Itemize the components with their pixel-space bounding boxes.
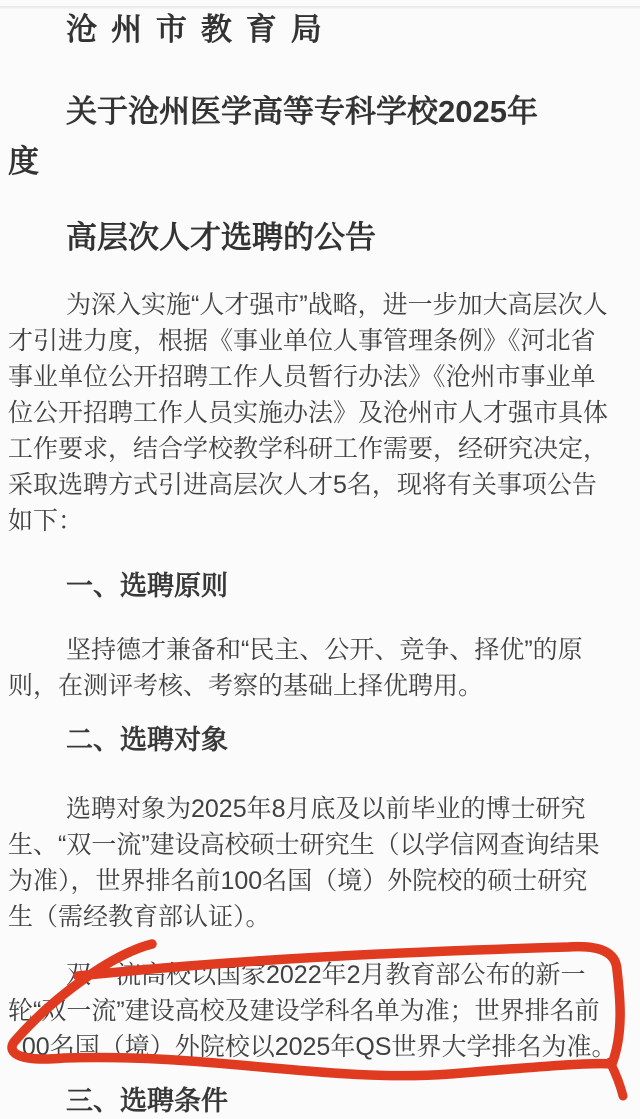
- text-line: 二、选聘对象: [66, 725, 228, 755]
- doc-title-main: [8, 87, 630, 187]
- doc-title-sub: [8, 214, 630, 262]
- heading-section-3-clipped: [8, 1083, 630, 1119]
- text-line: 坚持德才兼备和“民主、公开、竞争、择优”的原: [66, 636, 583, 664]
- text-line: 100名国（境）外院校以2025年QS世界大学排名为准。: [8, 1033, 617, 1061]
- text-line: 一、选聘原则: [66, 571, 228, 601]
- text-line: 采取选聘方式引进高层次人才5名，现将有关事项公告: [8, 471, 597, 499]
- text-line: 高层次人才选聘的公告: [66, 220, 376, 255]
- text-line: 生、“双一流”建设高校硕士研究生（以学信网查询结果: [8, 831, 600, 859]
- text-line: 则，在测评考核、考察的基础上择优聘用。: [8, 672, 484, 700]
- text-line: 三、选聘条件: [66, 1086, 228, 1116]
- heading-section-2: [8, 722, 630, 758]
- text-line: 为准），世界排名前100名国（境）外院校的硕士研究: [8, 867, 588, 895]
- paragraph-intro: [8, 287, 630, 539]
- text-line: 才引进力度，根据《事业单位人事管理条例》《河北省: [8, 327, 596, 355]
- text-line: 选聘对象为2025年8月底及以前毕业的博士研究: [66, 795, 586, 823]
- text-line: 生（需经教育部认证）。: [8, 903, 271, 931]
- text-line: 沧州市教育局: [66, 12, 336, 47]
- text-line: 位公开招聘工作人员实施办法》及沧州市人才强市具体: [8, 399, 609, 427]
- announcement-document: [0, 6, 640, 1119]
- text-line: 度: [8, 144, 39, 179]
- heading-section-1: [8, 568, 630, 604]
- text-line: 双一流高校以国家2022年2月教育部公布的新一: [66, 961, 586, 989]
- text-line: 工作要求，结合学校教学科研工作需要，经研究决定，: [8, 435, 609, 463]
- doc-title-agency: [8, 6, 630, 54]
- paragraph-targets: [8, 791, 630, 935]
- text-line: 关于沧州医学高等专科学校2025年: [66, 94, 538, 129]
- text-line: 为深入实施“人才强市”战略，进一步加大高层次人: [66, 291, 608, 319]
- text-line: 轮“双一流”建设高校及建设学科名单为准；世界排名前: [8, 997, 600, 1025]
- paragraph-principles: [8, 632, 630, 704]
- paragraph-shuangyiliu: [8, 957, 630, 1065]
- text-line: 事业单位公开招聘工作人员暂行办法》《沧州市事业单: [8, 363, 596, 391]
- text-line: 如下：: [8, 507, 84, 535]
